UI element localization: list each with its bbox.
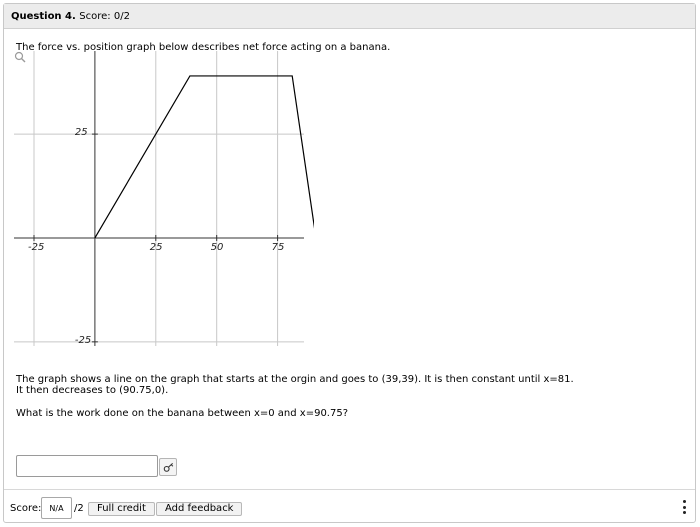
x-tick-label: -25 xyxy=(28,241,45,253)
answer-input[interactable] xyxy=(16,455,158,477)
kebab-dot xyxy=(683,511,686,514)
add-feedback-button[interactable]: Add feedback xyxy=(156,502,242,516)
question-header xyxy=(4,4,695,29)
question-panel xyxy=(3,3,696,523)
magnify-icon[interactable] xyxy=(14,51,26,63)
question-title xyxy=(11,11,130,22)
question-description xyxy=(16,374,574,396)
score-max: /2 xyxy=(74,503,84,514)
answer-help-button[interactable] xyxy=(159,458,177,476)
score-label: Score: xyxy=(10,503,42,514)
question-number: Question 4. xyxy=(11,11,76,22)
full-credit-button[interactable]: Full credit xyxy=(88,502,155,516)
question-score: Score: 0/2 xyxy=(79,11,130,22)
x-tick-label: 50 xyxy=(210,241,224,253)
force-line xyxy=(95,76,314,238)
description-line-2: It then decreases to (90.75,0). xyxy=(16,385,169,396)
kebab-dot xyxy=(683,500,686,503)
question-prompt: What is the work done on the banana between x=0 and x=90.75? xyxy=(16,408,349,419)
graph-svg xyxy=(14,51,314,346)
question-intro: The force vs. position graph below describes net force acting on a banana. xyxy=(16,42,391,53)
score-input[interactable]: N/A xyxy=(41,497,72,519)
description-line-1: The graph shows a line on the graph that starts at the orgin and goes to (39,39). It is then constant until x=81. xyxy=(16,374,574,385)
force-position-graph xyxy=(14,51,314,346)
x-tick-label: 25 xyxy=(149,241,163,253)
x-tick-label: 75 xyxy=(271,241,285,253)
key-icon xyxy=(163,462,174,473)
grading-footer xyxy=(4,489,695,523)
y-tick-label: -25 xyxy=(74,334,92,346)
kebab-menu-icon[interactable] xyxy=(680,498,688,516)
kebab-dot xyxy=(683,506,686,509)
y-tick-label: 25 xyxy=(74,127,88,139)
